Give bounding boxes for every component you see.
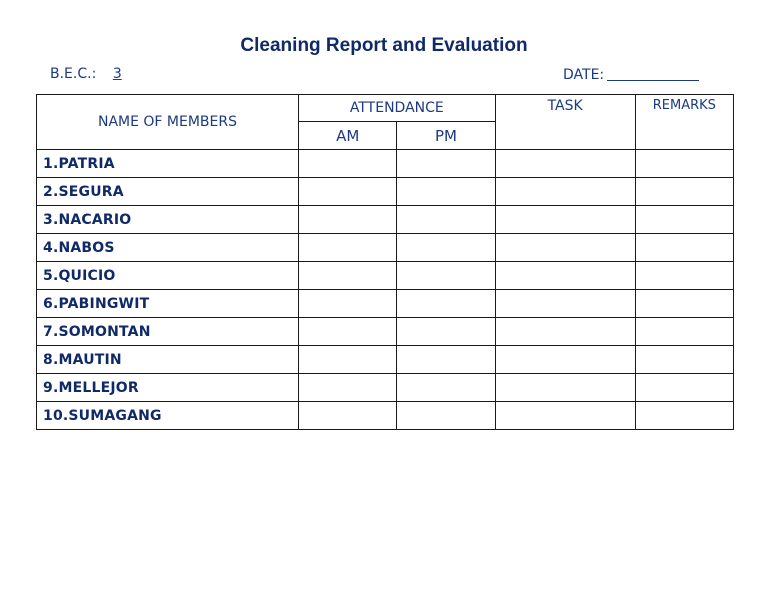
member-name-cell: 3.NACARIO [37,206,299,234]
task-cell [495,262,635,290]
remarks-cell [635,318,733,346]
pm-cell [397,346,495,374]
pm-cell [397,150,495,178]
member-name-cell: 6.PABINGWIT [37,290,299,318]
am-cell [299,374,397,402]
pm-cell [397,178,495,206]
header-attendance: ATTENDANCE [299,95,496,122]
pm-cell [397,234,495,262]
task-cell [495,206,635,234]
am-cell [299,346,397,374]
member-name-cell: 8.MAUTIN [37,346,299,374]
pm-cell [397,374,495,402]
am-cell [299,402,397,430]
table-row [37,402,734,430]
remarks-cell [635,262,733,290]
am-cell [299,150,397,178]
pm-cell [397,206,495,234]
cleaning-report-table [36,94,734,430]
pm-cell [397,262,495,290]
am-cell [299,290,397,318]
remarks-cell [635,178,733,206]
bec-value: 3 [112,66,122,82]
table-row [37,206,734,234]
table-row [37,318,734,346]
date-label: DATE: [563,67,605,83]
member-name-cell: 1.PATRIA [37,150,299,178]
remarks-cell [635,234,733,262]
header-remarks: REMARKS [635,95,733,150]
member-name-cell: 7.SOMONTAN [37,318,299,346]
remarks-cell [635,206,733,234]
member-name-cell: 2.SEGURA [37,178,299,206]
table-row [37,346,734,374]
task-cell [495,318,635,346]
task-cell [495,346,635,374]
task-cell [495,402,635,430]
remarks-cell [635,374,733,402]
table-row [37,178,734,206]
task-cell [495,374,635,402]
pm-cell [397,318,495,346]
pm-cell [397,290,495,318]
bec-field [50,66,136,82]
remarks-cell [635,402,733,430]
header-task: TASK [495,95,635,150]
remarks-cell [635,150,733,178]
pm-cell [397,402,495,430]
remarks-cell [635,346,733,374]
task-cell [495,178,635,206]
table-row [37,150,734,178]
table-row [37,262,734,290]
header-am: AM [299,122,397,150]
am-cell [299,206,397,234]
task-cell [495,234,635,262]
table-row [37,374,734,402]
am-cell [299,178,397,206]
date-blank-line [607,66,699,81]
am-cell [299,234,397,262]
table-row [37,290,734,318]
task-cell [495,290,635,318]
member-name-cell: 9.MELLEJOR [37,374,299,402]
remarks-cell [635,290,733,318]
header-pm: PM [397,122,495,150]
header-name-of-members: NAME OF MEMBERS [37,95,299,150]
page-title: Cleaning Report and Evaluation [240,35,528,56]
date-field [563,66,699,83]
am-cell [299,318,397,346]
member-name-cell: 4.NABOS [37,234,299,262]
table-row [37,234,734,262]
task-cell [495,150,635,178]
bec-label: B.E.C.: [50,66,97,82]
member-name-cell: 5.QUICIO [37,262,299,290]
am-cell [299,262,397,290]
member-name-cell: 10.SUMAGANG [37,402,299,430]
